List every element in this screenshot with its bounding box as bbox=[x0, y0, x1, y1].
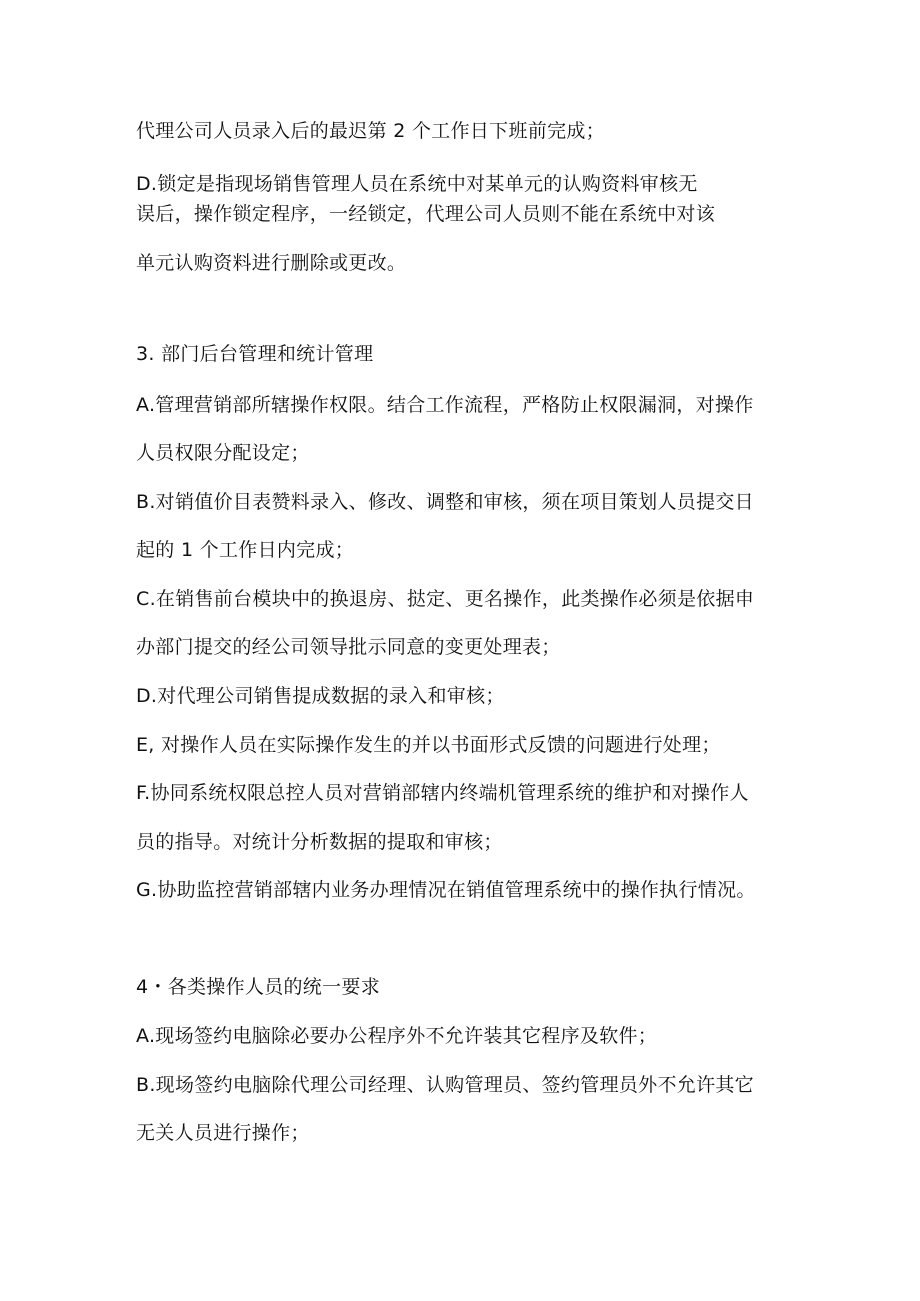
text-line-7: 人员权限分配设定； bbox=[136, 442, 310, 464]
text-line-19: B.现场签约电脑除代理公司经理、认购管理员、签约管理员外不允许其它 bbox=[136, 1074, 754, 1096]
text-line-2: D.锁定是指现场销售管理人员在系统中对某单元的认购资料审核无 bbox=[136, 173, 698, 195]
text-line-10: C.在销售前台模块中的换退房、挞定、更名操作，此类操作必须是依据申 bbox=[136, 588, 755, 610]
text-line-4: 单元认购资料进行删除或更改。 bbox=[136, 252, 407, 274]
text-line-15: 员的指导。对统计分析数据的提取和审核； bbox=[136, 831, 503, 853]
section-heading-4: 4・各类操作人员的统一要求 bbox=[136, 976, 380, 998]
text-line-20: 无关人员进行操作； bbox=[136, 1122, 310, 1144]
text-line-9: 起的 1 个工作日内完成； bbox=[136, 539, 355, 561]
text-line-8: B.对销值价目表赞料录入、修改、调整和审核，须在项目策划人员提交日 bbox=[136, 491, 754, 513]
text-line-14: F.协同系统权限总控人员对营销部辖内终端机管理系统的维护和对操作人 bbox=[136, 782, 749, 804]
text-line-11: 办部门提交的经公司领导批示同意的变更处理表； bbox=[136, 636, 561, 658]
text-line-1: 代理公司人员录入后的最迟第 2 个工作日下班前完成； bbox=[136, 120, 605, 142]
text-line-18: A.现场签约电脑除必要办公程序外不允许装其它程序及软件； bbox=[136, 1025, 658, 1047]
text-line-6: A.管理营销部所辖操作权限。结合工作流程，严格防止权限漏洞，对操作 bbox=[136, 394, 754, 416]
section-heading-3: 3. 部门后台管理和统计管理 bbox=[136, 343, 374, 365]
text-line-3: 误后，操作锁定程序，一经锁定，代理公司人员则不能在系统中对该 bbox=[136, 203, 716, 225]
text-line-12: D.对代理公司销售提成数据的录入和审核； bbox=[136, 685, 505, 707]
text-line-16: G.协助监控营销部辖内业务办理情况在销值管理系统中的操作执行情况。 bbox=[136, 879, 756, 901]
text-line-13: E, 对操作人员在实际操作发生的并以书面形式反馈的问题进行处理； bbox=[136, 734, 721, 756]
